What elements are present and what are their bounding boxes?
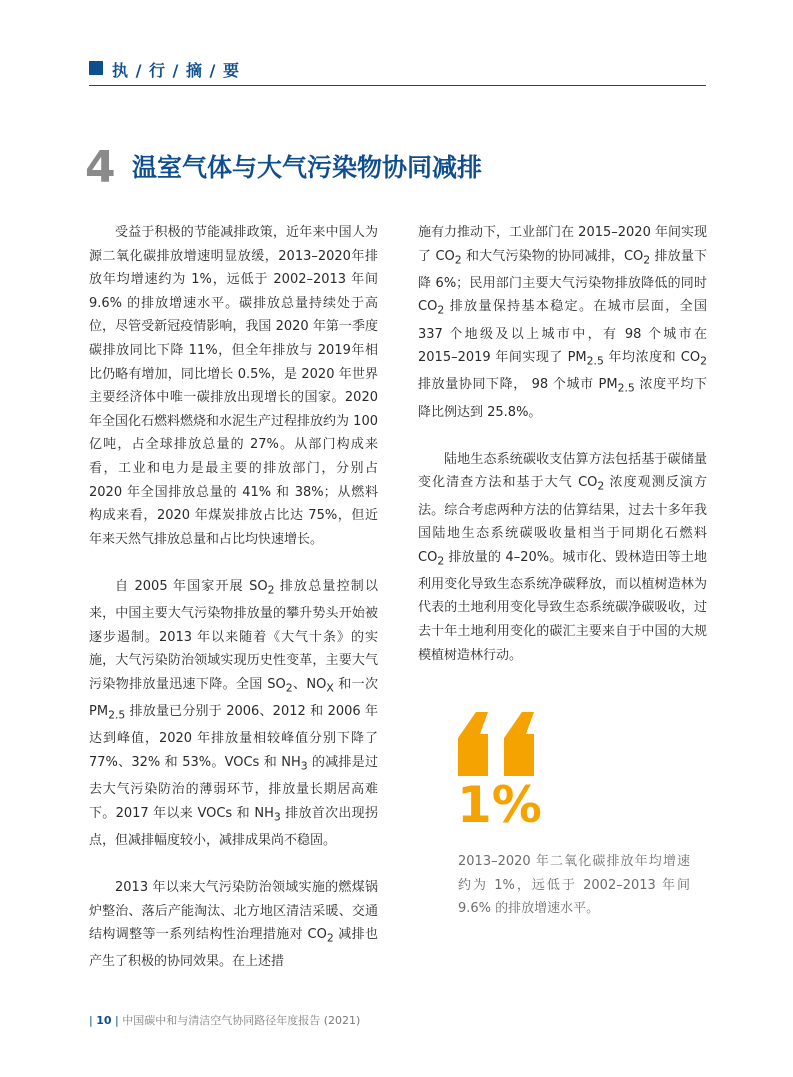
quote-icon xyxy=(458,712,538,776)
highlight-stat: 1% xyxy=(457,776,542,834)
footer xyxy=(89,1012,360,1028)
header-divider xyxy=(89,85,706,86)
right-column xyxy=(418,221,707,667)
header-title: 执 / 行 / 摘 / 要 xyxy=(112,61,240,80)
section-number: 4 xyxy=(85,142,116,193)
paragraph-carbon-sink: 陆地生态系统碳收支估算方法包括基于碳储量变化清查方法和基于大气 $CO_2$ 浓度观测反演方法。综合考虑两种方法的估算结果，过去十多年我国陆地生态系统碳吸收量相当于同期化石燃料 $CO_2$ 排放量的 4–20%。城市化、毁林造田等土地利用变化导致生态系统净碳释放，而以植树造林为代表的土地利用变化导致生态系统碳净碳吸收，过去十年土地利用变化的碳汇主要来自于中国的大规模植树造林行动。 xyxy=(418,451,707,663)
section-title: 温室气体与大气污染物协同减排 xyxy=(132,153,483,182)
paragraph-air-pollutants: 自 2005 年国家开展 $SO_2$ 排放总量控制以来，中国主要大气污染物排放量的攀升势头开始被逐步遏制。2013 年以来随着《大气十条》的实施，大气污染防治领域实现历史性变革，主要大气污染物排放量迅速下降。全国 $SO_2$、$NO_X$ 和一次 $PM_{2.5}$ 排放量已分别于 2006、2012 和 2006 年达到峰值，2020 年排放量相较峰值分别下降了 77%、32% 和 53%。VOCs 和 $NH_3$ 的减排是过去大气污染防治的薄弱环节，排放量长期居高难下。2017 年以来 VOCs 和 $NH_3$ 排放首次出现拐点，但减排幅度较小，减排成果尚不稳固。 xyxy=(89,578,378,848)
paragraph-synergy-start: 2013 年以来大气污染防治领域实施的燃煤锅炉整治、落后产能淘汰、北方地区清洁采暖、交通结构调整等一系列结构性治理措施对 $CO_2$ 减排也产生了积极的协同效果。在上述措 xyxy=(89,880,378,970)
header-square-icon xyxy=(89,61,103,75)
paragraph-emissions: 受益于积极的节能减排政策，近年来中国人为源二氧化碳排放增速明显放缓，2013–2020年排放年均增速约为 1%，远低于 2002–2013 年间 9.6% 的排放增速水平。碳排放总量持续处于高位，尽管受新冠疫情影响，我国 2020 年第一季度碳排放同比下降 11%，但全年排放与 2019年相比仍略有增加，同比增长 0.5%，是 2020 年世界主要经济体中唯一碳排放出现增长的国家。2020 年全国化石燃料燃烧和水泥生产过程排放约为 100 亿吨，占全球排放总量的 27%。从部门构成来看，工业和电力是最主要的排放部门，分别占 2020 年全国排放总量的 41% 和 38%；从燃料构成来看，2020 年煤炭排放占比达 75%，但近年来天然气排放总量和占比均快速增长。 xyxy=(89,225,378,547)
highlight-caption: 2013–2020 年二氧化碳排放年均增速约为 1%，远低于 2002–2013 年间 9.6% 的排放增速水平。 xyxy=(458,854,690,916)
footer-bar-right: | xyxy=(115,1014,119,1027)
page-number: 10 xyxy=(96,1014,112,1027)
paragraph-synergy-continued: 施有力推动下，工业部门在 2015–2020 年间实现了 $CO_2$ 和大气污染物的协同减排，$CO_2$ 排放量下降 6%；民用部门主要大气污染物排放降低的同时 $CO_2$ 排放量保持基本稳定。在城市层面，全国 337 个地级及以上城市中，有 98 个城市在 2015–2019 年间实现了 $PM_{2.5}$ 年均浓度和 $CO_2$ 排放量协同下降， 98 个城市 $PM_{2.5}$ 浓度平均下降比例达到 25.8%。 xyxy=(418,225,707,420)
report-title: 中国碳中和与清洁空气协同路径年度报告 (2021) xyxy=(122,1014,361,1027)
footer-bar-left: | xyxy=(89,1014,93,1027)
left-column xyxy=(89,221,378,974)
